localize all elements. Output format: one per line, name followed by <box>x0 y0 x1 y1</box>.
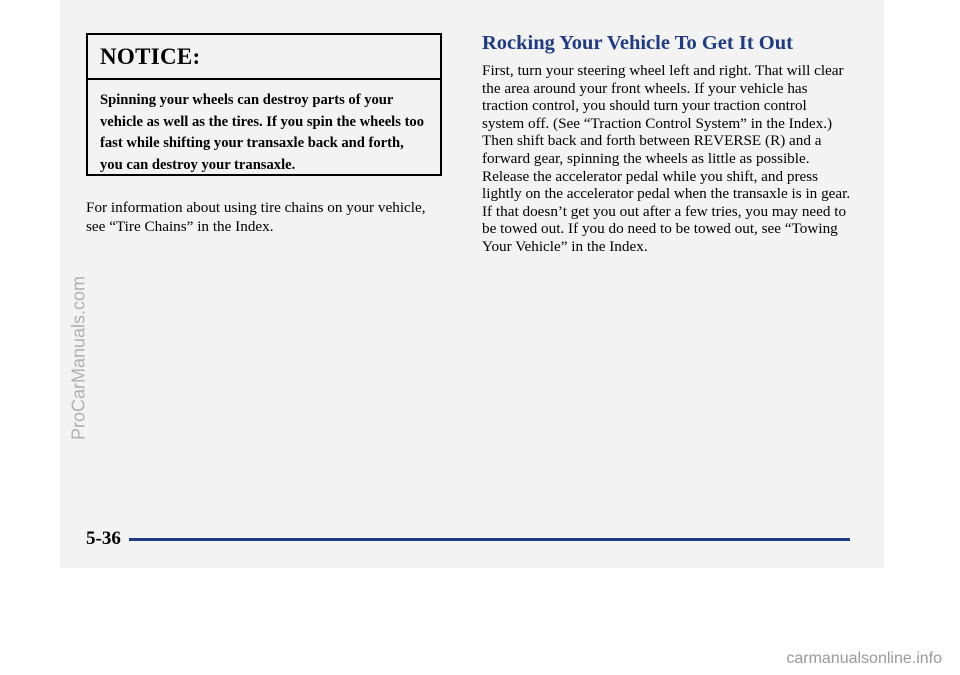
page-number: 5-36 <box>86 528 121 549</box>
bottom-watermark: carmanualsonline.info <box>786 650 942 667</box>
tire-chains-paragraph: For information about using tire chains on your vehicle, see “Tire Chains” in the Index. <box>86 199 426 235</box>
footer-rule <box>129 538 850 541</box>
page-footer <box>86 527 850 551</box>
side-watermark-text: ProCarManuals.com <box>68 275 89 441</box>
section-heading: Rocking Your Vehicle To Get It Out <box>482 32 793 54</box>
notice-box <box>86 33 442 176</box>
notice-text: Spinning your wheels can destroy parts of your vehicle as well as the tires. If you spin the wheels too fast while shifting your transaxle back and forth, you can destroy your transaxle. <box>100 92 425 173</box>
section-body: First, turn your steering wheel left and right. That will clear the area around your front wheels. If your vehicle has traction control, you should turn your traction control system off. (See “Traction Control System” in the Index.) Then shift back and forth between REVERSE (R) and a forward gear, spinning the wheels as little as possible. Release the accelerator pedal while you shift, and press lightly on the accelerator pedal when the transaxle is in gear. If that doesn’t get you out after a few tries, you may need to be towed out. If you do need to be towed out, see “Towing Your Vehicle” in the Index. <box>482 62 851 255</box>
notice-title: NOTICE: <box>88 35 440 80</box>
